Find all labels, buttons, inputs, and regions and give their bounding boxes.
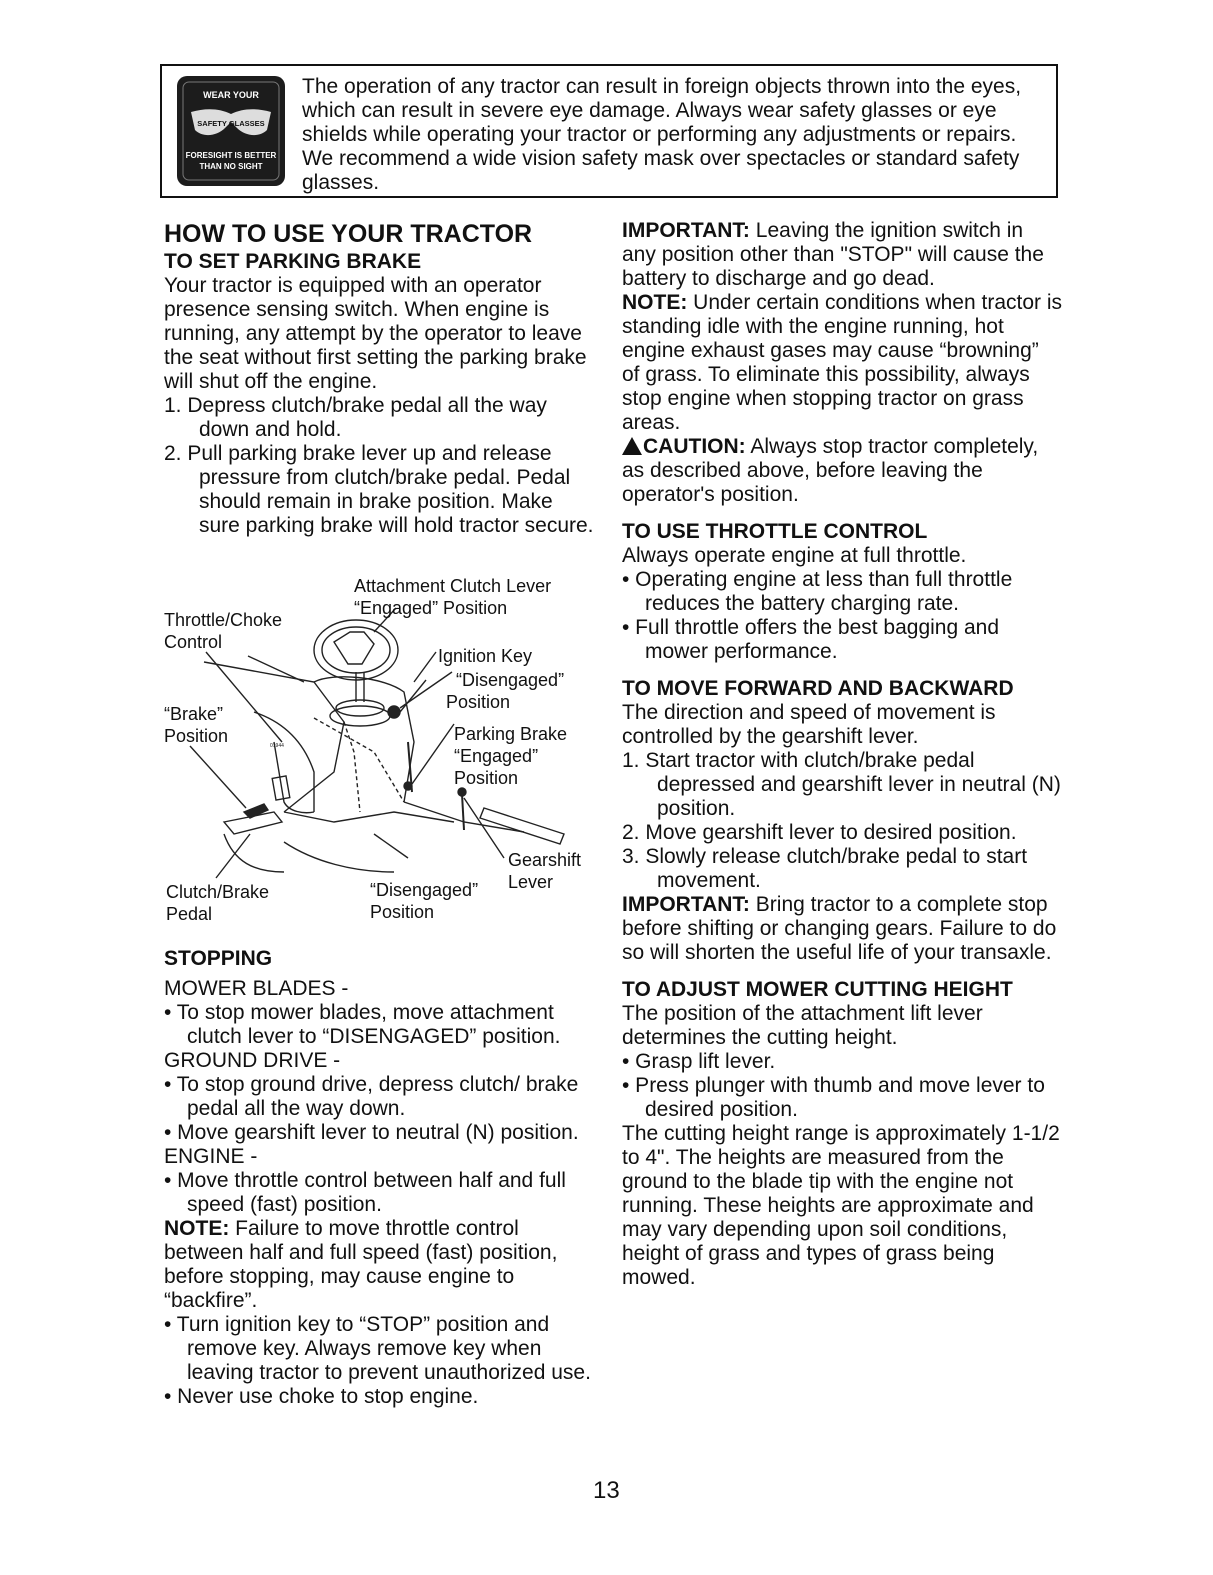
label-engaged-2: “Engaged” bbox=[454, 746, 539, 766]
badge-line1: WEAR YOUR bbox=[203, 90, 259, 100]
list-item: • Move throttle control between half and full speed (fast) position. bbox=[164, 1169, 566, 1216]
parking-step: 1. Depress clutch/brake pedal all the way down and hold. bbox=[164, 394, 547, 441]
section-title: HOW TO USE YOUR TRACTOR bbox=[164, 220, 533, 248]
list-item: • Press plunger with thumb and move lever to desired position. bbox=[622, 1074, 1045, 1121]
list-item: • Full throttle offers the best bagging and mower performance. bbox=[622, 616, 1000, 663]
label-parking-brake: Parking Brake bbox=[454, 724, 568, 744]
list-item: • To stop ground drive, depress clutch/ brake pedal all the way down. bbox=[164, 1073, 579, 1120]
stopping-note bbox=[164, 1217, 594, 1313]
badge-line2: SAFETY GLASSES bbox=[197, 119, 265, 128]
badge-line4: THAN NO SIGHT bbox=[199, 162, 263, 171]
label-engaged-position: “Engaged” Position bbox=[354, 598, 508, 618]
label-pedal: Pedal bbox=[166, 904, 213, 924]
list-item: • Never use choke to stop engine. bbox=[164, 1385, 479, 1408]
throttle-intro: Always operate engine at full throttle. bbox=[622, 544, 967, 567]
label-clutch-brake: Clutch/Brake bbox=[166, 882, 270, 902]
important-ignition bbox=[622, 219, 1062, 291]
mower-blades-label: MOWER BLADES - bbox=[164, 977, 349, 1000]
note-label: NOTE: bbox=[622, 291, 688, 314]
parking-brake-heading: TO SET PARKING BRAKE bbox=[164, 250, 422, 273]
cutting-height-intro: The position of the attachment lift lever determines the cutting height. bbox=[622, 1002, 983, 1049]
note-text: Under certain conditions when tractor is standing idle with the engine running, hot engine exhaust gases may cause “browning” of grass. To eliminate this possibility, always stop engine when stopping tractor on grass areas. bbox=[622, 291, 1063, 434]
stopping-heading: STOPPING bbox=[164, 947, 273, 970]
important-gears bbox=[622, 893, 1062, 965]
left-column bbox=[164, 219, 594, 538]
badge-line3: FORESIGHT IS BETTER bbox=[185, 151, 277, 160]
parking-step: 2. Pull parking brake lever up and release pressure from clutch/brake pedal. Pedal should remain in brake position. Make sure parking brake will hold tractor secure. bbox=[164, 442, 594, 537]
important-label: IMPORTANT: bbox=[622, 893, 750, 916]
stopping-section bbox=[164, 946, 594, 1409]
list-item: • Operating engine at less than full throttle reduces the battery charging rate. bbox=[622, 568, 1013, 615]
label-lever: Lever bbox=[508, 872, 554, 892]
move-step: 1. Start tractor with clutch/brake pedal depressed and gearshift lever in neutral (N) position. bbox=[622, 749, 1061, 820]
ground-drive-label: GROUND DRIVE - bbox=[164, 1049, 341, 1072]
cutting-height-heading: TO ADJUST MOWER CUTTING HEIGHT bbox=[622, 978, 1013, 1001]
caution-text: Always stop tractor completely, as described above, before leaving the operator's position. bbox=[622, 435, 1039, 506]
label-disengaged-2: “Disengaged” bbox=[370, 880, 479, 900]
label-brake: “Brake” bbox=[164, 704, 224, 724]
move-step: 3. Slowly release clutch/brake pedal to start movement. bbox=[622, 845, 1028, 892]
caution-paragraph bbox=[622, 435, 1062, 507]
important-text: Bring tractor to a complete stop before shifting or changing gears. Failure to do so will shorten the useful life of your transaxle. bbox=[622, 893, 1057, 964]
label-position-3: Position bbox=[370, 902, 435, 922]
parking-brake-intro: Your tractor is equipped with an operator presence sensing switch. When engine is running, any attempt by the operator to leave the seat without first setting the parking brake will shut off the engine. bbox=[164, 274, 587, 393]
note-text: Failure to move throttle control between half and full speed (fast) position, before stopping, may cause engine to “backfire”. bbox=[164, 1217, 558, 1312]
tractor-controls-diagram bbox=[164, 572, 596, 932]
page-number: 13 bbox=[593, 1477, 620, 1504]
list-item: • Turn ignition key to “STOP” position and remove key. Always remove key when leaving tractor to prevent unauthorized use. bbox=[164, 1313, 591, 1384]
important-text: Leaving the ignition switch in any position other than "STOP" will cause the battery to discharge and go dead. bbox=[622, 219, 1044, 290]
label-gearshift: Gearshift bbox=[508, 850, 582, 870]
label-attachment-lever: Attachment Clutch Lever bbox=[354, 576, 552, 596]
warning-text: The operation of any tractor can result in foreign objects thrown into the eyes, which can result in severe eye damage. Always wear safety glasses or eye shields while operating your tractor or performing any adjustments or repairs. We recommend a wide vision safety mask over spectacles or standard safety glasses. bbox=[302, 75, 1022, 194]
caution-icon bbox=[622, 437, 642, 455]
move-intro: The direction and speed of movement is controlled by the gearshift lever. bbox=[622, 701, 996, 748]
label-ignition-key: Ignition Key bbox=[438, 646, 533, 666]
cutting-height-text: The cutting height range is approximately 1-1/2 to 4". The heights are measured from the ground to the blade tip with the engine not running. These heights are approximate and may vary depending upon soil conditions, height of grass and types of grass being mowed. bbox=[622, 1122, 1060, 1289]
label-position-1: Position bbox=[446, 692, 511, 712]
note-browning bbox=[622, 291, 1062, 435]
diagram-code: 01944 bbox=[270, 743, 284, 749]
label-control: Control bbox=[164, 632, 223, 652]
throttle-heading: TO USE THROTTLE CONTROL bbox=[622, 520, 928, 543]
right-column bbox=[622, 219, 1062, 1290]
safety-glasses-badge bbox=[175, 74, 287, 188]
engine-label: ENGINE - bbox=[164, 1145, 258, 1168]
label-throttle-choke: Throttle/Choke bbox=[164, 610, 283, 630]
list-item: • Grasp lift lever. bbox=[622, 1050, 776, 1073]
label-position-brake: Position bbox=[164, 726, 229, 746]
label-position-2: Position bbox=[454, 768, 519, 788]
move-step: 2. Move gearshift lever to desired position. bbox=[622, 821, 1017, 844]
label-disengaged-1: “Disengaged” bbox=[456, 670, 565, 690]
move-heading: TO MOVE FORWARD AND BACKWARD bbox=[622, 677, 1014, 700]
caution-label: CAUTION: bbox=[643, 435, 746, 458]
list-item: • To stop mower blades, move attachment clutch lever to “DISENGAGED” position. bbox=[164, 1001, 561, 1048]
list-item: • Move gearshift lever to neutral (N) position. bbox=[164, 1121, 579, 1144]
important-label: IMPORTANT: bbox=[622, 219, 750, 242]
note-label: NOTE: bbox=[164, 1217, 230, 1240]
